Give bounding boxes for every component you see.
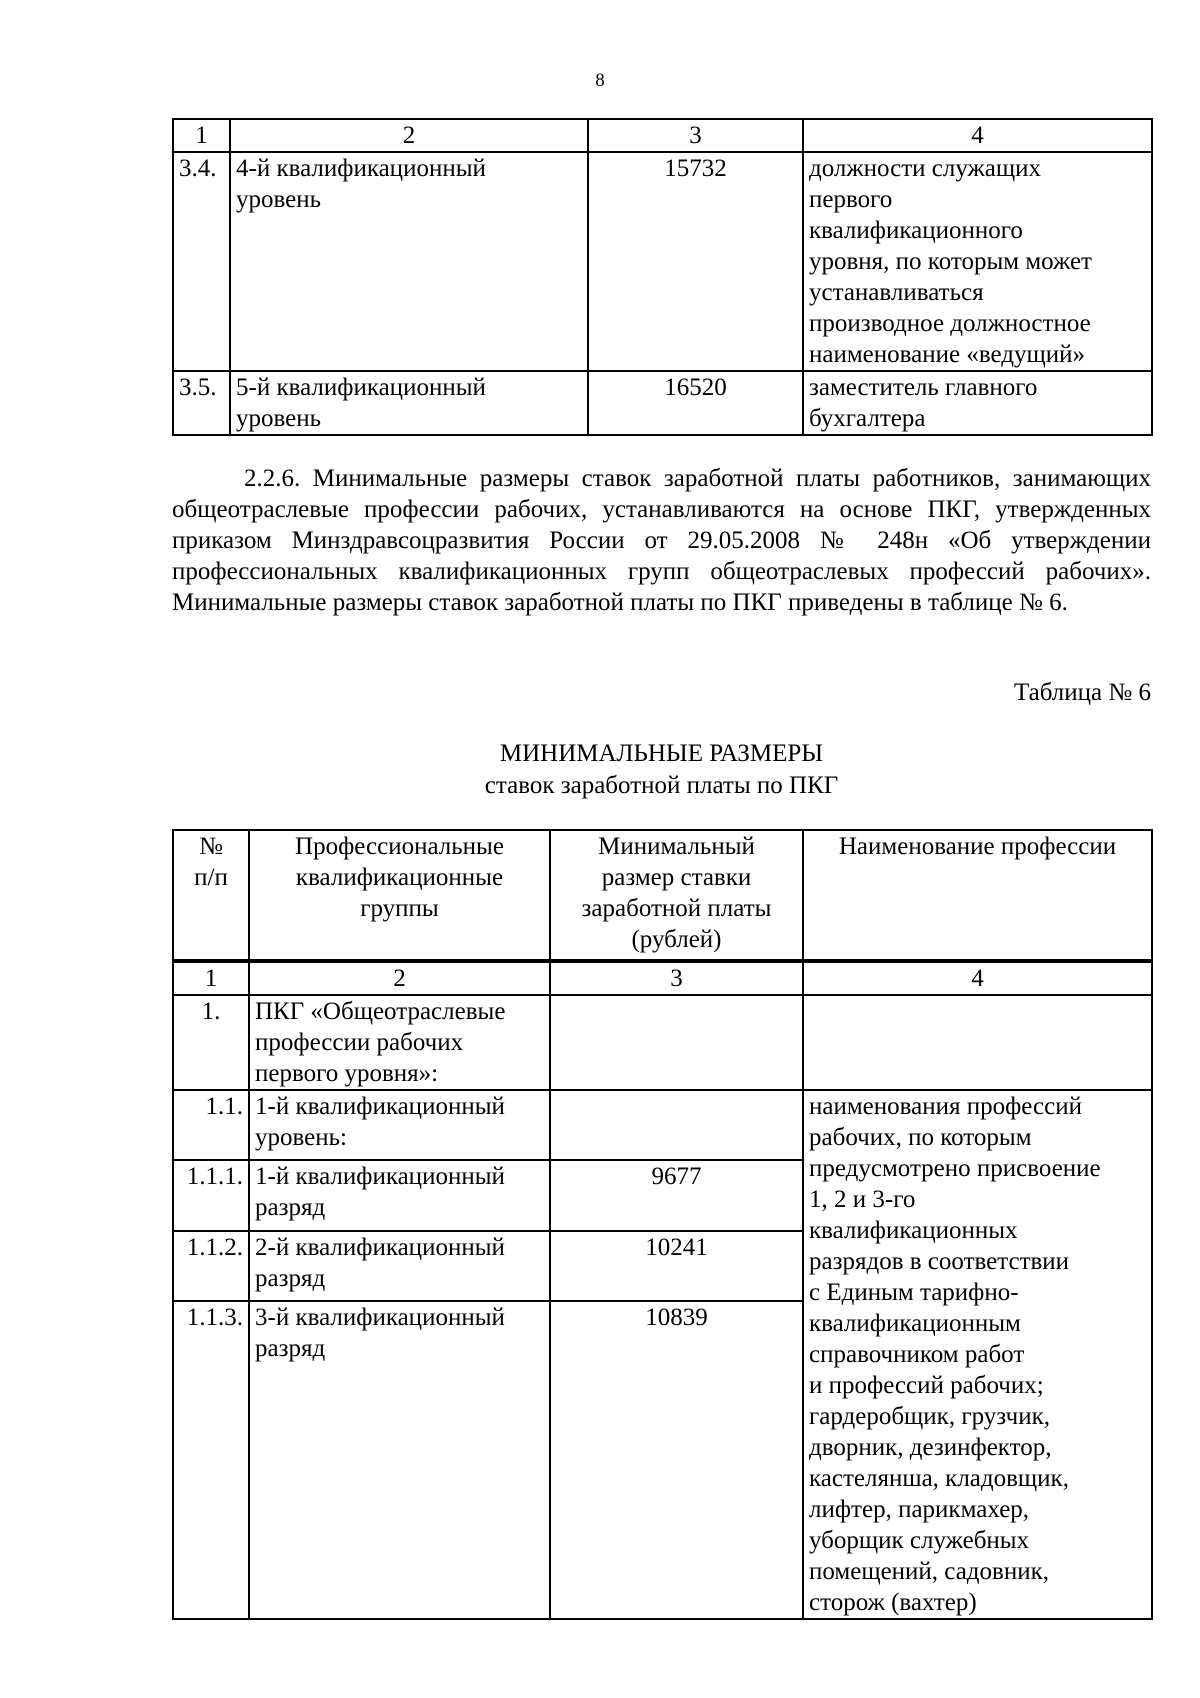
table-title bbox=[172, 738, 1151, 802]
table-cell: 2 bbox=[249, 961, 550, 995]
table-cell: 3 bbox=[550, 961, 803, 995]
row-number: 1.1.1. bbox=[173, 1160, 249, 1230]
row-number: 1. bbox=[173, 995, 249, 1090]
table-cell: 2 bbox=[230, 119, 588, 152]
salary-rate: 15732 bbox=[588, 152, 803, 371]
salary-rate-empty bbox=[550, 1090, 803, 1160]
column-header-rate: Минимальный размер ставки заработной платы (рублей) bbox=[550, 830, 803, 961]
salary-rate-empty bbox=[550, 995, 803, 1090]
table-index-row bbox=[173, 119, 1152, 152]
table-row bbox=[173, 152, 1152, 371]
column-header-profession: Наименование профессии bbox=[803, 830, 1152, 961]
qualification-group: ПКГ «Общеотраслевые профессии рабочих первого уровня»: bbox=[249, 995, 550, 1090]
row-number: 1.1.3. bbox=[173, 1301, 249, 1619]
table-row bbox=[173, 1090, 1152, 1160]
position-names: должности служащих первого квалификационного уровня, по которым может устанавливаться производное должностное наименование «ведущий» bbox=[803, 152, 1152, 371]
profession-empty bbox=[803, 995, 1152, 1090]
row-number: 3.4. bbox=[173, 152, 230, 371]
row-number: 3.5. bbox=[173, 371, 230, 435]
qualification-level: 4-й квалификационный уровень bbox=[230, 152, 588, 371]
table-cell: 4 bbox=[803, 961, 1152, 995]
table-title-main: МИНИМАЛЬНЫЕ РАЗМЕРЫ bbox=[499, 740, 824, 767]
table-cell: 4 bbox=[803, 119, 1152, 152]
table-cell: 3 bbox=[588, 119, 803, 152]
table-cell: 1 bbox=[173, 119, 230, 152]
row-number: 1.1. bbox=[173, 1090, 249, 1160]
qualification-grade: 2-й квалификационный разряд bbox=[249, 1231, 550, 1301]
section-paragraph: 2.2.6. Минимальные размеры ставок заработной платы работников, занимающих общеотраслевые профессии рабочих, устанавливаются на основе ПКГ, утвержденных приказом Минздравсоцразвития России от 29.05.2008 № 248н «Об утверждении профессиональных квалификационных групп общеотраслевых профессий рабочих». Минимальные размеры ставок заработной платы по ПКГ приведены в таблице № 6. bbox=[172, 465, 1151, 616]
position-names: заместитель главного бухгалтера bbox=[803, 371, 1152, 435]
salary-table-continuation bbox=[172, 118, 1153, 436]
qualification-grade: 1-й квалификационный разряд bbox=[249, 1160, 550, 1230]
row-number: 1.1.2. bbox=[173, 1231, 249, 1301]
profession-names: наименования профессий рабочих, по которым предусмотрено присвоение 1, 2 и 3-го квалификационных разрядов в соответствии с Единым тарифно- квалификационным справочником работ и профессий рабочих; гардеробщик, грузчик, дворник, дезинфектор, кастелянша, кладовщик, лифтер, парикмахер, уборщик служебных помещений, садовник, сторож (вахтер) bbox=[803, 1090, 1152, 1619]
table-label: Таблица № 6 bbox=[1013, 679, 1151, 706]
salary-rate: 10839 bbox=[550, 1301, 803, 1619]
salary-rate: 10241 bbox=[550, 1231, 803, 1301]
column-header-number: № п/п bbox=[173, 830, 249, 961]
table-title-sub: ставок заработной платы по ПКГ bbox=[484, 772, 839, 799]
salary-rate: 16520 bbox=[588, 371, 803, 435]
table-cell: 1 bbox=[173, 961, 249, 995]
table-header-row bbox=[173, 830, 1152, 961]
salary-table-6 bbox=[172, 829, 1153, 1620]
column-header-group: Профессиональные квалификационные группы bbox=[249, 830, 550, 961]
table-index-row bbox=[173, 961, 1152, 995]
table-row bbox=[173, 371, 1152, 435]
qualification-level: 1-й квалификационный уровень: bbox=[249, 1090, 550, 1160]
qualification-grade: 3-й квалификационный разряд bbox=[249, 1301, 550, 1619]
salary-rate: 9677 bbox=[550, 1160, 803, 1230]
qualification-level: 5-й квалификационный уровень bbox=[230, 371, 588, 435]
page-number: 8 bbox=[595, 70, 605, 91]
table-row bbox=[173, 995, 1152, 1090]
